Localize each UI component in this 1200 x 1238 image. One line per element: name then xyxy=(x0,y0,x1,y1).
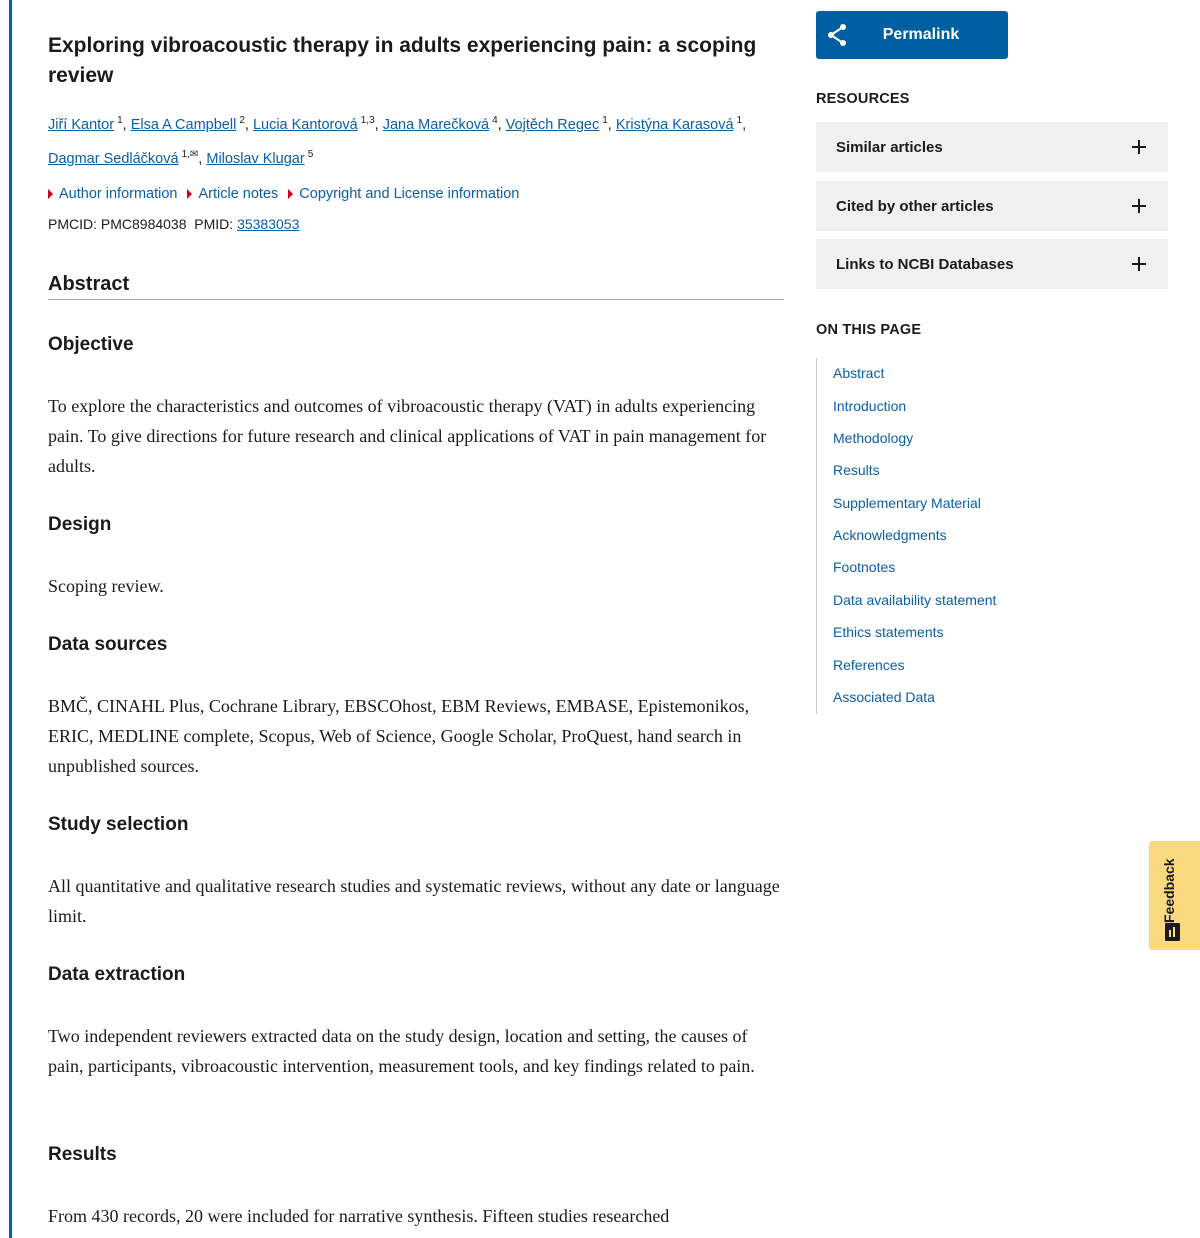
resources-heading: RESOURCES xyxy=(816,91,910,107)
toc-link-introduction[interactable]: Introduction xyxy=(833,398,907,414)
author-link[interactable]: Jana Marečková xyxy=(382,117,490,133)
similar-articles-accordion[interactable] xyxy=(816,122,1168,172)
author-affiliation: 1,✉ xyxy=(181,149,199,160)
author-link[interactable]: Kristýna Karasová xyxy=(615,117,734,133)
expand-triangle-icon xyxy=(48,189,53,199)
data-extraction-heading: Data extraction xyxy=(48,964,186,985)
article-notes-toggle[interactable] xyxy=(187,184,278,204)
toc-link-references[interactable]: References xyxy=(833,657,905,673)
expand-triangle-icon xyxy=(187,189,192,199)
plus-icon xyxy=(1132,257,1146,271)
author-list: Jiří Kantor $^1$, Elsa A Campbell $^2$, Lucia Kantorová $^{1,3}$, Jana Marečková $^4$, Vojtěch Regec $^1$, Kristýna Karasová $^1$, Dagmar Sedláčková $^{1,✉}$, Miloslav Klugar $^5$ xyxy=(48,115,747,167)
pmcid: PMCID: PMC8984038 xyxy=(48,216,187,232)
author-link[interactable]: Lucia Kantorová xyxy=(252,117,358,133)
abstract-heading: Abstract xyxy=(48,270,784,300)
permalink-button[interactable] xyxy=(816,11,1008,59)
author-affiliation: 4 xyxy=(492,115,498,126)
design-heading: Design xyxy=(48,514,112,535)
toc-link-associated-data[interactable]: Associated Data xyxy=(833,689,935,705)
ncbi-databases-accordion[interactable] xyxy=(816,239,1168,289)
author-link[interactable]: Elsa A Campbell xyxy=(130,117,237,133)
data-extraction-text: Two independent reviewers extracted data on the study design, location and setting, the causes of pain, participants, vibroacoustic intervention, measurement tools, and key findings related to pain. xyxy=(48,1026,755,1076)
accordion-label: Similar articles xyxy=(836,138,943,156)
cited-by-accordion[interactable] xyxy=(816,181,1168,231)
toc-link-ethics-statements[interactable]: Ethics statements xyxy=(833,624,944,640)
author-affiliation: 1 xyxy=(117,115,123,126)
on-this-page-heading: ON THIS PAGE xyxy=(816,322,922,338)
toc-link-abstract[interactable]: Abstract xyxy=(833,365,885,381)
article-ids xyxy=(48,214,299,234)
toc-link-supplementary-material[interactable]: Supplementary Material xyxy=(833,495,981,511)
toc-link-results[interactable]: Results xyxy=(833,462,880,478)
study-selection-heading: Study selection xyxy=(48,814,189,835)
toc-link-data-availability[interactable]: Data availability statement xyxy=(833,592,997,608)
feedback-icon xyxy=(1165,923,1180,941)
plus-icon xyxy=(1132,199,1146,213)
data-sources-heading: Data sources xyxy=(48,634,168,655)
accordion-label: Cited by other articles xyxy=(836,197,994,215)
toc-link-footnotes[interactable]: Footnotes xyxy=(833,559,896,575)
study-selection-text: All quantitative and qualitative research studies and systematic reviews, without any date or language limit. xyxy=(48,876,780,926)
left-accent-rule xyxy=(9,0,12,1238)
pmid-link[interactable]: 35383053 xyxy=(237,216,300,232)
data-sources-text: BMČ, CINAHL Plus, Cochrane Library, EBSCOhost, EBM Reviews, EMBASE, Epistemonikos, ERIC, MEDLINE complete, Scopus, Web of Science, Google Scholar, ProQuest, hand search in unpublished sources. xyxy=(48,696,750,776)
objective-text: To explore the characteristics and outcomes of vibroacoustic therapy (VAT) in adults experiencing pain. To give directions for future research and clinical applications of VAT in pain management for adults. xyxy=(48,396,767,476)
article-title: Exploring vibroacoustic therapy in adults experiencing pain: a scoping review xyxy=(48,34,757,87)
note-label: Author information xyxy=(59,186,178,202)
pmid-label: PMID: xyxy=(194,216,234,232)
plus-icon xyxy=(1132,140,1146,154)
objective-heading: Objective xyxy=(48,334,134,355)
author-link[interactable]: Vojtěch Regec xyxy=(505,117,600,133)
author-affiliation: 2 xyxy=(239,115,245,126)
feedback-label: Feedback xyxy=(1161,858,1177,923)
author-affiliation: 1 xyxy=(736,115,743,126)
author-affiliation: 5 xyxy=(307,149,314,160)
toc-link-methodology[interactable]: Methodology xyxy=(833,430,914,446)
note-label: Copyright and License information xyxy=(299,186,520,202)
author-link[interactable]: Jiří Kantor xyxy=(48,117,115,133)
design-text: Scoping review. xyxy=(48,576,164,596)
permalink-label: Permalink xyxy=(882,26,960,43)
author-link[interactable]: Dagmar Sedláčková xyxy=(48,151,179,167)
toc-link-acknowledgments[interactable]: Acknowledgments xyxy=(833,527,947,543)
author-information-toggle[interactable] xyxy=(48,184,177,204)
accordion-label: Links to NCBI Databases xyxy=(836,255,1014,273)
author-link[interactable]: Miloslav Klugar xyxy=(206,151,305,167)
article-notes-bar xyxy=(48,184,519,204)
copyright-license-toggle[interactable] xyxy=(288,184,519,204)
results-text: From 430 records, 20 were included for narrative synthesis. Fifteen studies researched xyxy=(48,1206,670,1226)
on-this-page-nav xyxy=(816,358,1116,714)
note-label: Article notes xyxy=(198,186,279,202)
expand-triangle-icon xyxy=(288,189,293,199)
author-affiliation: 1 xyxy=(602,115,608,126)
feedback-tab[interactable] xyxy=(1149,841,1200,950)
results-heading: Results xyxy=(48,1144,117,1165)
author-affiliation: 1,3 xyxy=(360,115,375,126)
